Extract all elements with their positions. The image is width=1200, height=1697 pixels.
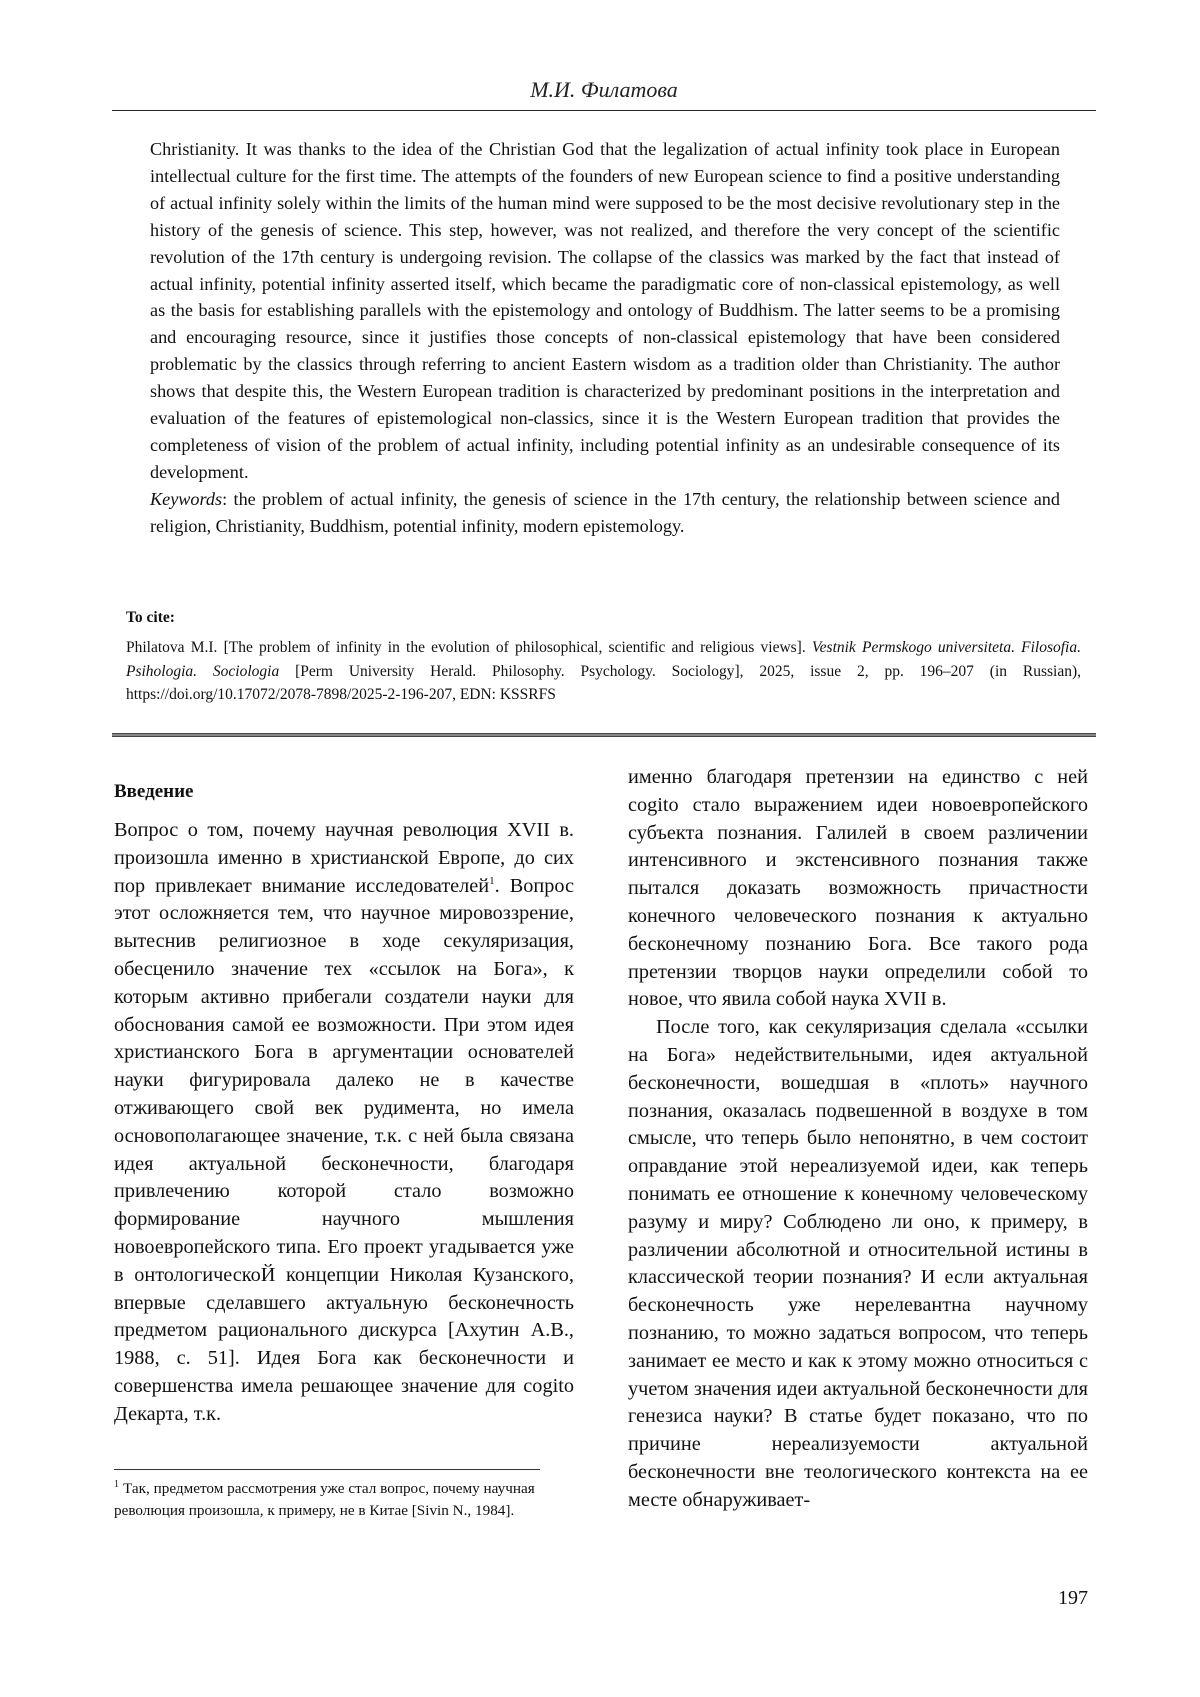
header-rule [112, 110, 1096, 111]
footnote-separator [114, 1469, 540, 1470]
abstract-block [150, 136, 1060, 540]
right-column [628, 764, 1088, 1515]
left-column [114, 780, 574, 1429]
intro-text-part-1: Вопрос о том, почему научная революция XVII в. произошла именно в христианской Европе, до сих пор привлекает внимание исследователей [114, 819, 574, 897]
keywords-text: : the problem of actual infinity, the genesis of science in the 17th century, the relationship between science and religion, Christianity, Buddhism, potential infinity, modern epistemology. [150, 488, 1060, 536]
right-paragraph-2: После того, как секуляризация сделала «ссылки на Бога» недействительными, идея актуальной бесконечности, вошедшая в «плоть» научного познания, оказалась подвешенной в воздухе в том смысле, что теперь было непонятно, в чем состоит оправдание этой нереализуемой идеи, как теперь понимать ее отношение к конечному человеческому разуму и миру? Соблюдено ли оно, к примеру, в различении абсолютной и относительной истины в классической теории познания? И если актуальная бесконечность уже нерелевантна научному познанию, то можно задаться вопросом, что теперь занимает ее место и как к этому можно относиться с учетом значения идеи актуальной бесконечности для генезиса науки? В статье будет показано, что по причине нереализуемости актуальной бесконечности вне теологического контекста на ее месте обнаруживает- [628, 1016, 1088, 1511]
keywords-label: Keywords [150, 488, 223, 509]
citation-part-2: [Perm University Herald. Philosophy. Psychology. Sociology], 2025, issue 2, pp. 196–207 (in Russian), https://doi.org/10.17072/2078-7898/2025-2-196-207, EDN: KSSRFS [126, 662, 1082, 703]
citation-text [126, 636, 1081, 707]
cite-label: To cite: [126, 609, 175, 626]
footnote-reference[interactable]: 1 [489, 874, 495, 887]
running-head-author: М.И. Филатова [530, 77, 678, 102]
keywords-line [150, 486, 1060, 540]
intro-text-part-2: . Вопрос этот осложняется тем, что научное мировоззрение, вытеснив религиозное в ходе секуляризация, обесценило значение тех «ссылок на Бога», к которым активно прибегали создатели науки для обоснования самой ее возможности. При этом идея христианского Бога в аргументации основателей науки фигурировала далеко не в качестве отживающего свой век рудимента, но имела основополагающее значение, т.к. с ней была связана идея актуальной бесконечности, благодаря привлечению которой стало возможно формирование научного мышления новоевропейского типа. Его проект угадывается уже в онтологическоЙ концепции Николая Кузанского, впервые сделавшего актуальную бесконечность предметом рационального дискурса [Ахутин А.В., 1988, с. 51]. Идея Бога как бесконечности и совершенства имела решающее значение для cogito Декарта, т.к. [114, 874, 575, 1425]
intro-paragraph [114, 817, 574, 1429]
footnote-text: Так, предметом рассмотрения уже стал вопрос, почему научная революция произошла, к примеру, не в Китае [Sivin N., 1984]. [114, 1480, 535, 1519]
citation-journal: Vestnik Permskogo universiteta. Filosofia. Psihologia. Sociologia [126, 639, 1081, 680]
citation-part-1: Philatova M.I. [The problem of infinity in the evolution of philosophical, scientific and religious views]. [126, 639, 812, 656]
abstract-text: Christianity. It was thanks to the idea of the Christian God that the legalization of actual infinity took place in European intellectual culture for the first time. The attempts of the founders of new European science to find a positive understanding of actual infinity solely within the limits of the human mind were supposed to be the most decisive revolutionary step in the history of the genesis of science. This step, however, was not realized, and therefore the very concept of the scientific revolution of the 17th century is undergoing revision. The collapse of the classics was marked by the fact that instead of actual infinity, potential infinity asserted itself, which became the paradigmatic core of non-classical epistemology, as well as the basis for establishing parallels with the epistemology and ontology of Buddhism. The latter seems to be a promising and encouraging resource, since it justifies those concepts of non-classical epistemology that have been considered problematic by the classics through referring to ancient Eastern wisdom as a tradition older than Christianity. The author shows that despite this, the Western European tradition is characterized by predominant positions in the interpretation and evaluation of the features of epistemological non-classics, since it is the Western European tradition that provides the completeness of vision of the problem of actual infinity, including potential infinity as an undesirable consequence of its development. [150, 139, 1060, 482]
page-number: 197 [1058, 1587, 1088, 1609]
footnote [114, 1478, 554, 1521]
footnote-number: 1 [114, 1479, 119, 1490]
right-paragraph-1: именно благодаря претензии на единство с ней cogito стало выражением идеи новоевропейского субъекта познания. Галилей в своем различении интенсивного и экстенсивного познания также пытался доказать возможность причастности конечного человеческого познания к актуально бесконечному познанию Бога. Все такого рода претензии творцов науки определили собой то новое, что явила собой наука XVII в. [628, 766, 1088, 1011]
section-divider-rule [112, 733, 1096, 737]
section-title: Введение [114, 781, 194, 802]
